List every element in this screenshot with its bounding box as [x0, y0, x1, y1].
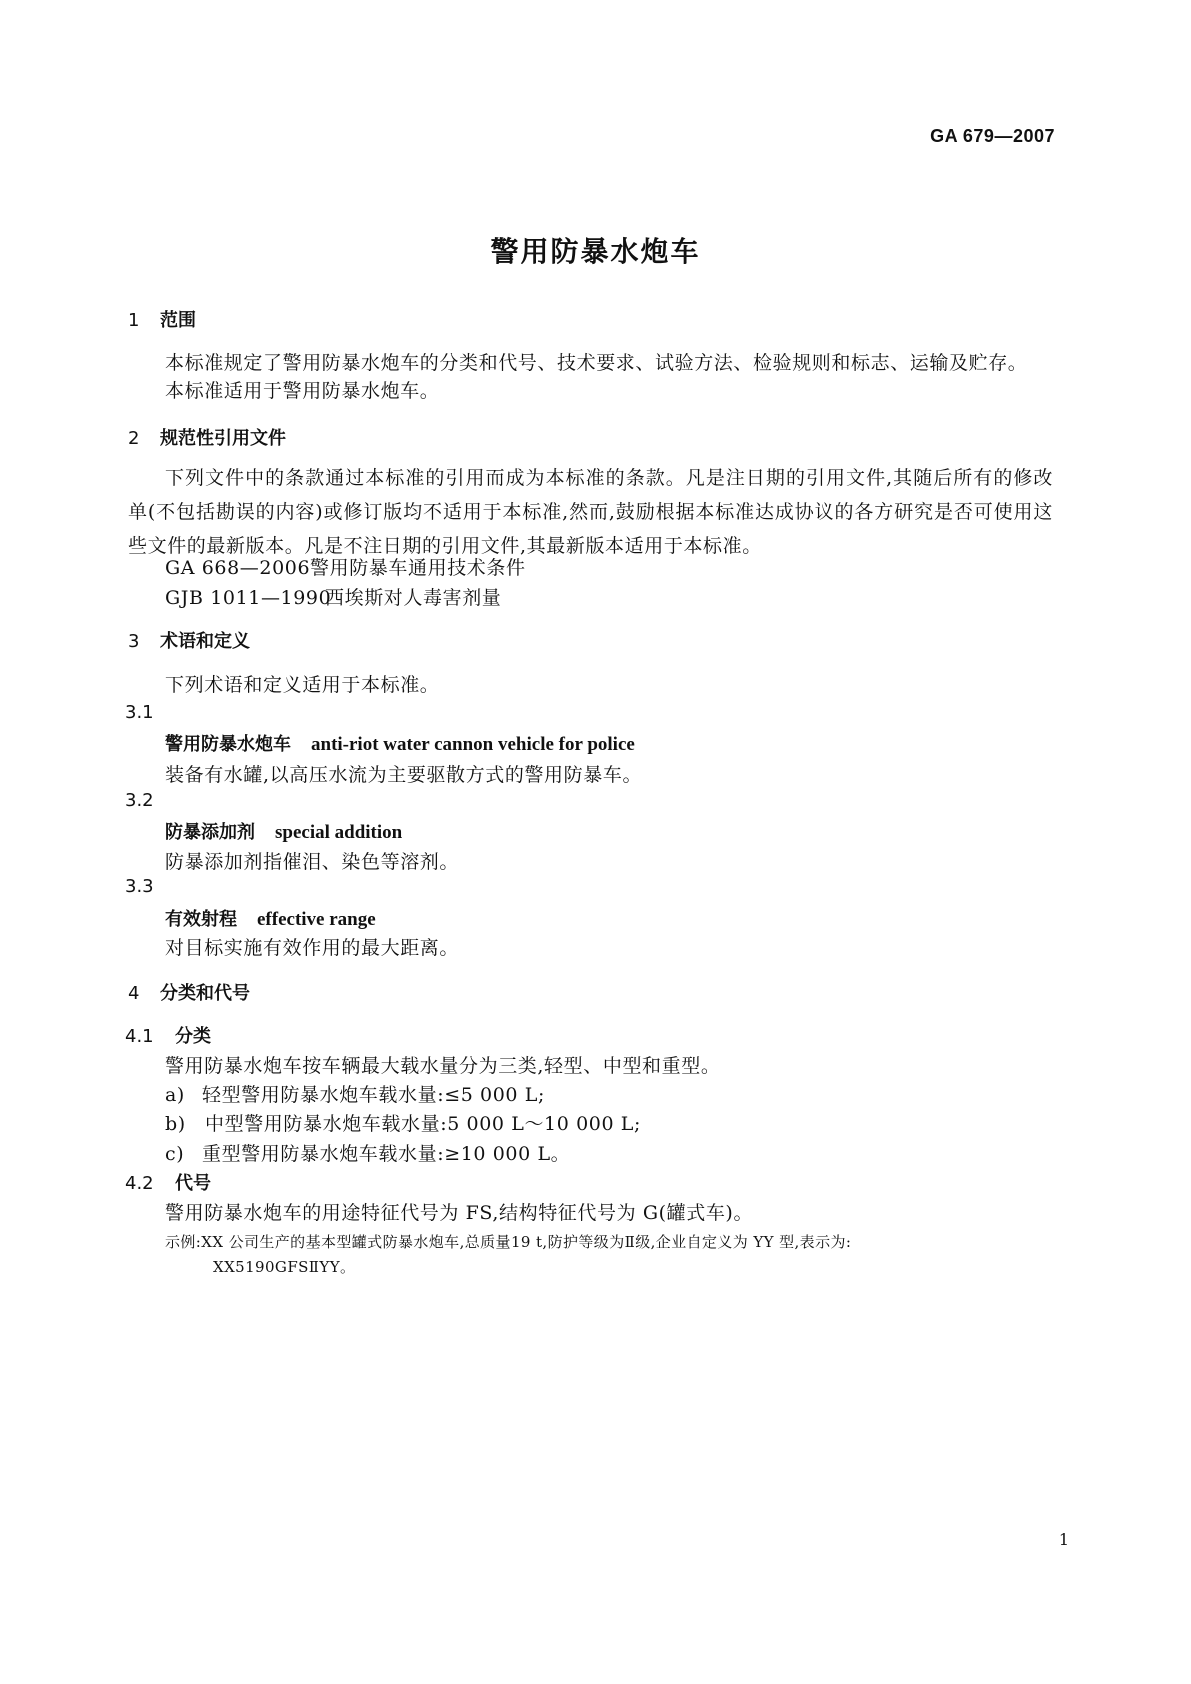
- term-heading: [165, 905, 376, 931]
- subsection-title: 代号: [175, 1173, 211, 1194]
- term-english: special addition: [275, 822, 403, 843]
- section-2-paragraph: 下列文件中的条款通过本标准的引用而成为本标准的条款。凡是注日期的引用文件,其随后所有的修改单(不包括勘误的内容)或修订版均不适用于本标准,然而,鼓励根据本标准达成协议的各方研究是否可使用这些文件的最新版本。凡是不注日期的引用文件,其最新版本适用于本标准。: [128, 467, 1053, 557]
- normative-reference-2: [165, 583, 501, 610]
- term-number: 3.3: [125, 876, 154, 897]
- section-number: 3: [128, 631, 140, 652]
- subsection-number: 4.2: [125, 1173, 154, 1194]
- term-english: effective range: [257, 909, 376, 930]
- term-definition: 防暴添加剂指催泪、染色等溶剂。: [165, 851, 460, 873]
- term-english: anti-riot water cannon vehicle for police: [311, 734, 635, 755]
- section-title: 分类和代号: [160, 983, 250, 1004]
- list-item: [165, 1080, 545, 1107]
- reference-code: GJB 1011—1990: [165, 587, 332, 609]
- term-chinese: 防暴添加剂: [165, 822, 255, 843]
- section-title: 规范性引用文件: [160, 428, 286, 449]
- subsection-title: 分类: [175, 1026, 211, 1047]
- reference-title: 西埃斯对人毒害剂量: [325, 587, 502, 609]
- term-number: 3.2: [125, 790, 154, 811]
- subsection-4-2-heading: [125, 1169, 211, 1195]
- section-3-intro: 下列术语和定义适用于本标准。: [165, 674, 440, 696]
- section-title: 术语和定义: [160, 631, 250, 652]
- list-item-label: a): [165, 1084, 185, 1106]
- section-3-heading: [128, 627, 250, 653]
- term-definition: 对目标实施有效作用的最大距离。: [165, 937, 460, 959]
- list-item-text: 轻型警用防暴水炮车载水量:≤5 000 L;: [202, 1084, 545, 1106]
- section-1-paragraph-1: 本标准规定了警用防暴水炮车的分类和代号、技术要求、试验方法、检验规则和标志、运输及贮存。: [165, 352, 1028, 374]
- standard-code: GA 679—2007: [930, 126, 1055, 146]
- subsection-4-1-heading: [125, 1022, 211, 1048]
- section-number: 1: [128, 310, 140, 331]
- term-chinese: 警用防暴水炮车: [165, 734, 291, 755]
- term-number: 3.1: [125, 702, 154, 723]
- list-item-text: 重型警用防暴水炮车载水量:≥10 000 L。: [202, 1143, 571, 1165]
- document-title: 警用防暴水炮车: [490, 235, 701, 268]
- list-item-label: b): [165, 1113, 186, 1135]
- term-heading: [165, 818, 402, 844]
- example-line-1: 示例:XX 公司生产的基本型罐式防暴水炮车,总质量19 t,防护等级为Ⅱ级,企业自定义为 YY 型,表示为:: [165, 1233, 852, 1251]
- term-heading: [165, 730, 635, 756]
- reference-title: 警用防暴车通用技术条件: [310, 557, 526, 579]
- list-item-label: c): [165, 1143, 185, 1165]
- subsection-4-2-paragraph: 警用防暴水炮车的用途特征代号为 FS,结构特征代号为 G(罐式车)。: [165, 1202, 754, 1224]
- list-item-text: 中型警用防暴水炮车载水量:5 000 L～10 000 L;: [205, 1113, 641, 1135]
- section-1-heading: [128, 306, 196, 332]
- example-line-2: XX5190GFSⅡYY。: [213, 1258, 356, 1276]
- section-2-heading: [128, 424, 286, 450]
- subsection-number: 4.1: [125, 1026, 154, 1047]
- term-chinese: 有效射程: [165, 909, 237, 930]
- reference-code: GA 668—2006: [165, 557, 311, 579]
- section-1-paragraph-2: 本标准适用于警用防暴水炮车。: [165, 380, 440, 402]
- term-definition: 装备有水罐,以高压水流为主要驱散方式的警用防暴车。: [165, 764, 643, 786]
- section-number: 2: [128, 428, 140, 449]
- normative-reference-1: [165, 553, 526, 580]
- section-number: 4: [128, 983, 140, 1004]
- section-4-heading: [128, 979, 250, 1005]
- page-number: 1: [1058, 1530, 1069, 1549]
- section-title: 范围: [160, 310, 196, 331]
- subsection-4-1-paragraph: 警用防暴水炮车按车辆最大载水量分为三类,轻型、中型和重型。: [165, 1055, 721, 1077]
- list-item: [165, 1109, 641, 1136]
- list-item: [165, 1139, 570, 1166]
